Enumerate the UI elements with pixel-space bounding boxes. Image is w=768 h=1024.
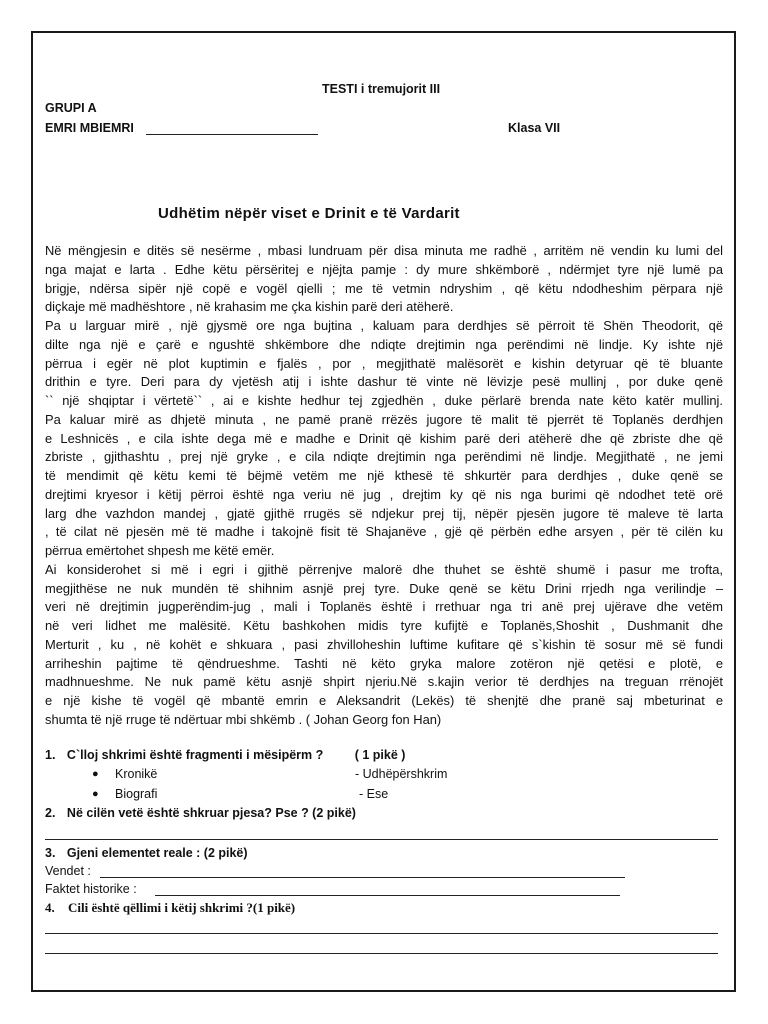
article-line: zbriste , gjithashtu , prej një gryke , e cila ndiqte drejtimin nga perëndimi në lindje. Megjithatë , ne jemi	[45, 449, 723, 465]
question-1-number: 1.	[45, 748, 56, 762]
article-line: dilte nga një e çarë e ngushtë shkëmbore dhe ndiqte drejtimin nga perëndimi në lindje. Ky ishte një	[45, 336, 723, 352]
group-label: GRUPI A	[45, 101, 97, 115]
article-line: `` një shqiptar i vërtetë`` , ai e kishte hedhur tej zgjedhën , duke përlarë brenda nate këto katër mullinj.	[45, 393, 723, 408]
name-label: EMRI MBIEMRI	[45, 121, 134, 135]
option-biografi[interactable]: Biografi	[115, 787, 158, 801]
article-line: përrua i egër në plot kuptimin e fjalës , por , megjithatë malësorët e kishin detyruar që të bluante	[45, 355, 723, 371]
bullet-icon: ●	[92, 788, 99, 800]
article-line: nga majat e larta . Edhe këtu përsëritej e njëjta pamje : dy mure shkëmborë , ndërmjet tyre një lumë pa	[45, 261, 723, 277]
article-line: e Leshnicës , e cila ishte dega më e madhe e Drinit që kishim parë deri atëherë dhe që zbriste dhe që	[45, 430, 723, 446]
article-line: e një kishe të vogël që mbantë emrin e Aleksandrit (Lekës) të shenjtë dhe pranë saj mbeturinat e	[45, 693, 723, 708]
faktet-field[interactable]	[155, 895, 620, 896]
article-line: , të cilat në pjesën më të madhe i takojnë fisit të Shajanëve , gjë që përbën edhe arsyen , për të cilën ku	[45, 524, 723, 540]
article-line: Në mëngjesin e ditës së nesërme , mbasi lundruam për disa minuta me radhë , arritëm në vendin ku lumi del	[45, 243, 723, 258]
question-3-number: 3.	[45, 846, 56, 860]
faktet-label: Faktet historike :	[45, 882, 137, 896]
article-line: shumta të një rruge të ndërtuar mbi shkëmb . ( Johan Georg fon Han)	[45, 711, 442, 727]
option-ese[interactable]: - Ese	[359, 787, 389, 801]
name-field[interactable]	[146, 121, 318, 135]
article-line: brigje, ndërsa sipër një copë e vogël qielli ; me të vetmin ndryshim , që këtu ndodheshim përpara një	[45, 280, 723, 296]
article-line: të mendimit që këtu kemi të bëjmë vetëm me një kthesë të shkurtër para derdhjes , duke qenë se	[45, 468, 723, 483]
article-line: arriheshin pajtime të qëndrueshme. Tashti në këto gryka malore zotëron një qetësi e plotë, e	[45, 655, 723, 671]
question-1-points: ( 1 pikë )	[354, 748, 406, 762]
question-4	[45, 900, 295, 916]
question-3-text: Gjeni elementet reale : (2 pikë)	[66, 846, 248, 860]
article-line: diçkaje më madhështore , në krahasim me çka kishin parë deri atëherë.	[45, 299, 454, 315]
question-3	[45, 846, 248, 860]
article-line: drithin e tyre. Deri para dy vjetësh atij i ishte dashur të vinte në lëvizje pesë mullinj , por duke qenë	[45, 374, 723, 390]
article-title: Udhëtim nëpër viset e Drinit e të Vardarit	[158, 205, 460, 222]
article-line: Pa kaluar mirë as dhjetë minuta , ne pamë pranë rrëzës jugore të malit të pjerrët të Toplanës derdhjen	[45, 411, 723, 427]
class-label: Klasa VII	[508, 121, 561, 135]
article-body	[45, 242, 723, 730]
vendet-field[interactable]	[100, 877, 625, 878]
answer-line-4a[interactable]	[45, 933, 718, 934]
question-2-text: Në cilën vetë është shkruar pjesa? Pse ? (2 pikë)	[66, 806, 356, 820]
question-2	[45, 806, 356, 820]
test-title: TESTI i tremujorit III	[322, 82, 441, 96]
question-1-text: C`lloj shkrimi është fragmenti i mësipërm ?	[66, 748, 324, 762]
article-line: drejtimi kryesor i këtij përroi është nga veriu në jug , drejtim ky që nis nga burimi që ndodhet tetë orë	[45, 486, 723, 502]
article-line: përrua emërtohet shpesh me këtë emër.	[45, 543, 275, 558]
question-2-number: 2.	[45, 806, 56, 820]
article-line: Ai konsiderohet si më i egri i gjithë përrenjve malorë dhe thuhet se është shumë i pasur me trofta,	[45, 561, 723, 577]
question-1	[45, 748, 405, 762]
article-line: veri në drejtimin jugperëndim-jug , mali i Toplanës është i rrethuar nga tri anë prej ujërave dhe vetëm	[45, 599, 723, 615]
article-line: larg dhe vazhdon mandej , gjatë gjithë rrugës së ndjekur prej tij, nëpër pjesën jugore të maleve të larta	[45, 505, 723, 521]
vendet-label: Vendet :	[45, 864, 91, 878]
bullet-icon: ●	[92, 768, 99, 780]
question-4-text: Cili është qëllimi i këtij shkrimi ?(1 pikë)	[68, 900, 296, 915]
article-line: madhnueshme. Ne nuk pamë këtu asnjë shpirt njeriu.Në s.kajin verior të derdhjes na treguan rrënojët	[45, 674, 723, 690]
article-line: Pa u larguar mirë , një gjysmë ore nga bujtina , kaluam para derdhjes së përroit të Shën Theodorit, që	[45, 318, 723, 333]
answer-line-4b[interactable]	[45, 953, 718, 954]
article-line: Merturit , ku , në kohët e shkuara , pasi zhvilloheshin luftime kufitare që s`kishin të sosur më së fundi	[45, 636, 723, 652]
answer-line-2[interactable]	[45, 839, 718, 840]
question-4-number: 4.	[45, 900, 55, 915]
article-line: megjithëse ne nuk mundën të shihnim asnjë prej tyre. Duke qenë se këtu Drini rrjedh nga verilindje –	[45, 580, 723, 596]
option-kronike[interactable]: Kronikë	[115, 767, 158, 781]
article-line: në veri lidhet me malësitë. Këtu bashkohen midis tyre kufijtë e Toplanës,Shoshit , Dushmanit dhe	[45, 618, 723, 633]
option-udhepershkrim[interactable]: - Udhëpërshkrim	[355, 767, 448, 781]
